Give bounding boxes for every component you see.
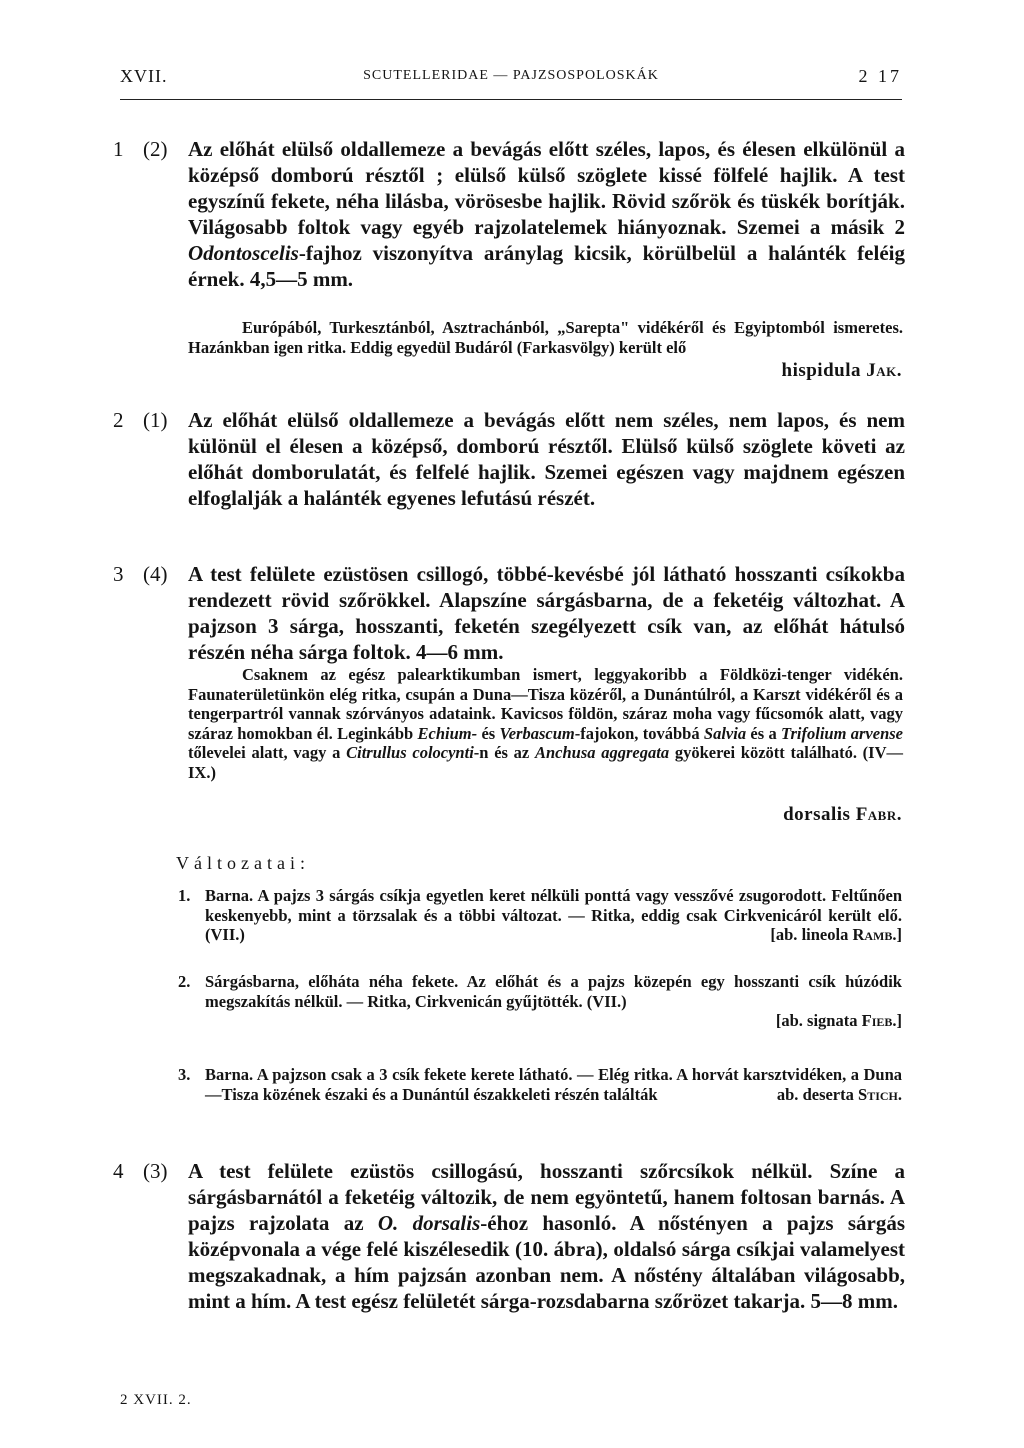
key-number: 3 bbox=[113, 562, 124, 586]
variety-item: 2. Sárgásbarna, előháta néha fekete. Az előhát és a pajzs közepén egy hosszanti csík húzódik megszakítás nélkül. — Ritka, Cirkvenicán gyűjtötték. (VII.) [ab. signata Fieb.] bbox=[178, 972, 902, 1030]
key-text: Az előhát elülső oldallemeze a bevágás előtt nem széles, nem lapos, és nem különül el élesen a középső, domború résztől. Elülső külső szöglete követi az előhát domborulatát, és felfelé hajlik. Szemei egészen vagy majdnem egészen elfoglalják a halánték egyenes lefutású részét. bbox=[188, 408, 905, 510]
key-number: 4 bbox=[113, 1159, 124, 1183]
key-reference: (1) bbox=[143, 408, 168, 432]
genus-name: Odontoscelis bbox=[188, 241, 299, 265]
key-entry-3 bbox=[113, 561, 905, 665]
key-entry-1 bbox=[113, 136, 905, 292]
species-abbrev: O. dorsalis bbox=[377, 1211, 481, 1235]
distribution-paragraph-1: Európából, Turkesztánból, Asztrachánból, „Sarepta" vidékéről és Egyiptomból ismeretes. Hazánkban igen ritka. Eddig egyedül Budáról (Farkasvölgy) került elő bbox=[188, 318, 903, 357]
key-text: Az előhát elülső oldallemeze a bevágás előtt széles, lapos, és élesen elkülönül a középső domború résztől ; elülső külső szöglete kissé fölfelé hajlik. A test egyszínű fekete, néha lilásba, vörösesbe hajlik. Rövid szőrök és tüskék borítják. Világosabb foltok vagy egyéb rajzolatelemek hiányoznak. Szemei a másik 2 Odontoscelis-fajhoz viszonyítva aránylag kicsik, körülbelül a halánték feléig érnek. 4,5—5 mm. bbox=[188, 137, 905, 291]
running-title: SCUTELLERIDAE — PAJZSOSPOLOSKÁK bbox=[363, 68, 659, 83]
key-entry-4 bbox=[113, 1158, 905, 1314]
header-rule bbox=[120, 99, 902, 100]
variety-item: 3. Barna. A pajzson csak a 3 csík fekete kerete látható. — Elég ritka. A horvát karsztvidéken, a Duna—Tisza közének északi és a Dunántúl északkeleti részén találták ab. deserta Stich. bbox=[178, 1065, 902, 1104]
species-name-dorsalis: dorsalis Fabr. bbox=[783, 804, 902, 825]
key-entry-2 bbox=[113, 407, 905, 511]
species-name-hispidula: hispidula Jak. bbox=[781, 360, 902, 381]
key-number: 2 bbox=[113, 408, 124, 432]
signature-mark: 2 XVII. 2. bbox=[120, 1392, 192, 1408]
key-number: 1 bbox=[113, 137, 124, 161]
varieties-heading: Változatai: bbox=[176, 853, 310, 873]
key-text: A test felülete ezüstösen csillogó, többé-kevésbé jól látható hosszanti csíkokba rendezett rövid szőrökkel. Alapszíne sárgásbarna, de a feketéig változhat. A pajzson 3 sárga, hosszanti, feketén szegélyezett csík van, az előhát hátulsó részén néha sárga foltok. 4—6 mm. bbox=[188, 562, 905, 664]
key-reference: (3) bbox=[143, 1159, 168, 1183]
key-text: A test felülete ezüstös csillogású, hosszanti szőrcsíkok nélkül. Színe a sárgásbarnától a feketéig változik, de nem egyöntetű, hanem foltosan barnás. A pajzs rajzolata az O. dorsalis-éhoz hasonló. A nőstényen a pajzs sárgás középvonala a vége felé kiszélesedik (10. ábra), oldalsó sárga csíkjai valamelyest megszakadnak, a hím pajzsán azonban nem. A nőstény általában világosabb, mint a hím. A test egész felületét sárga-rozsdabarna szőrözet takarja. 5—8 mm. bbox=[188, 1159, 906, 1313]
chapter-number: XVII. bbox=[120, 66, 168, 86]
page-number: 2 17 bbox=[858, 66, 902, 86]
key-reference: (2) bbox=[143, 137, 168, 161]
variety-item: 1. Barna. A pajzs 3 sárgás csíkja egyetlen keret nélküli ponttá vagy vesszővé zsugorodott. Feltűnően keskenyebb, mint a törzsalak és a többi változat. — Ritka, eddig csak Cirkvenicáról került elő. (VII.) [ab. lineola Ramb.] bbox=[178, 886, 902, 944]
key-reference: (4) bbox=[143, 562, 168, 586]
running-header bbox=[120, 66, 902, 96]
distribution-paragraph-2: Csaknem az egész palearktikumban ismert, leggyakoribb a Földközi-tenger vidékén. Faunaterületünkön elég ritka, csupán a Duna—Tisza közéről, a Dunántúlról, a Karszt vidékéről és a tengerpartról vannak szórványos adataink. Kavicsos földön, száraz moha vagy fűcsomók alatt, vagy száraz homokban él. Leginkább Echium- és Verbascum-fajokon, továbbá Salvia és a Trifolium arvense tőlevelei alatt, vagy a Citrullus colocynti-n és az Anchusa aggregata gyökerei között található. (IV—IX.) bbox=[188, 665, 904, 782]
